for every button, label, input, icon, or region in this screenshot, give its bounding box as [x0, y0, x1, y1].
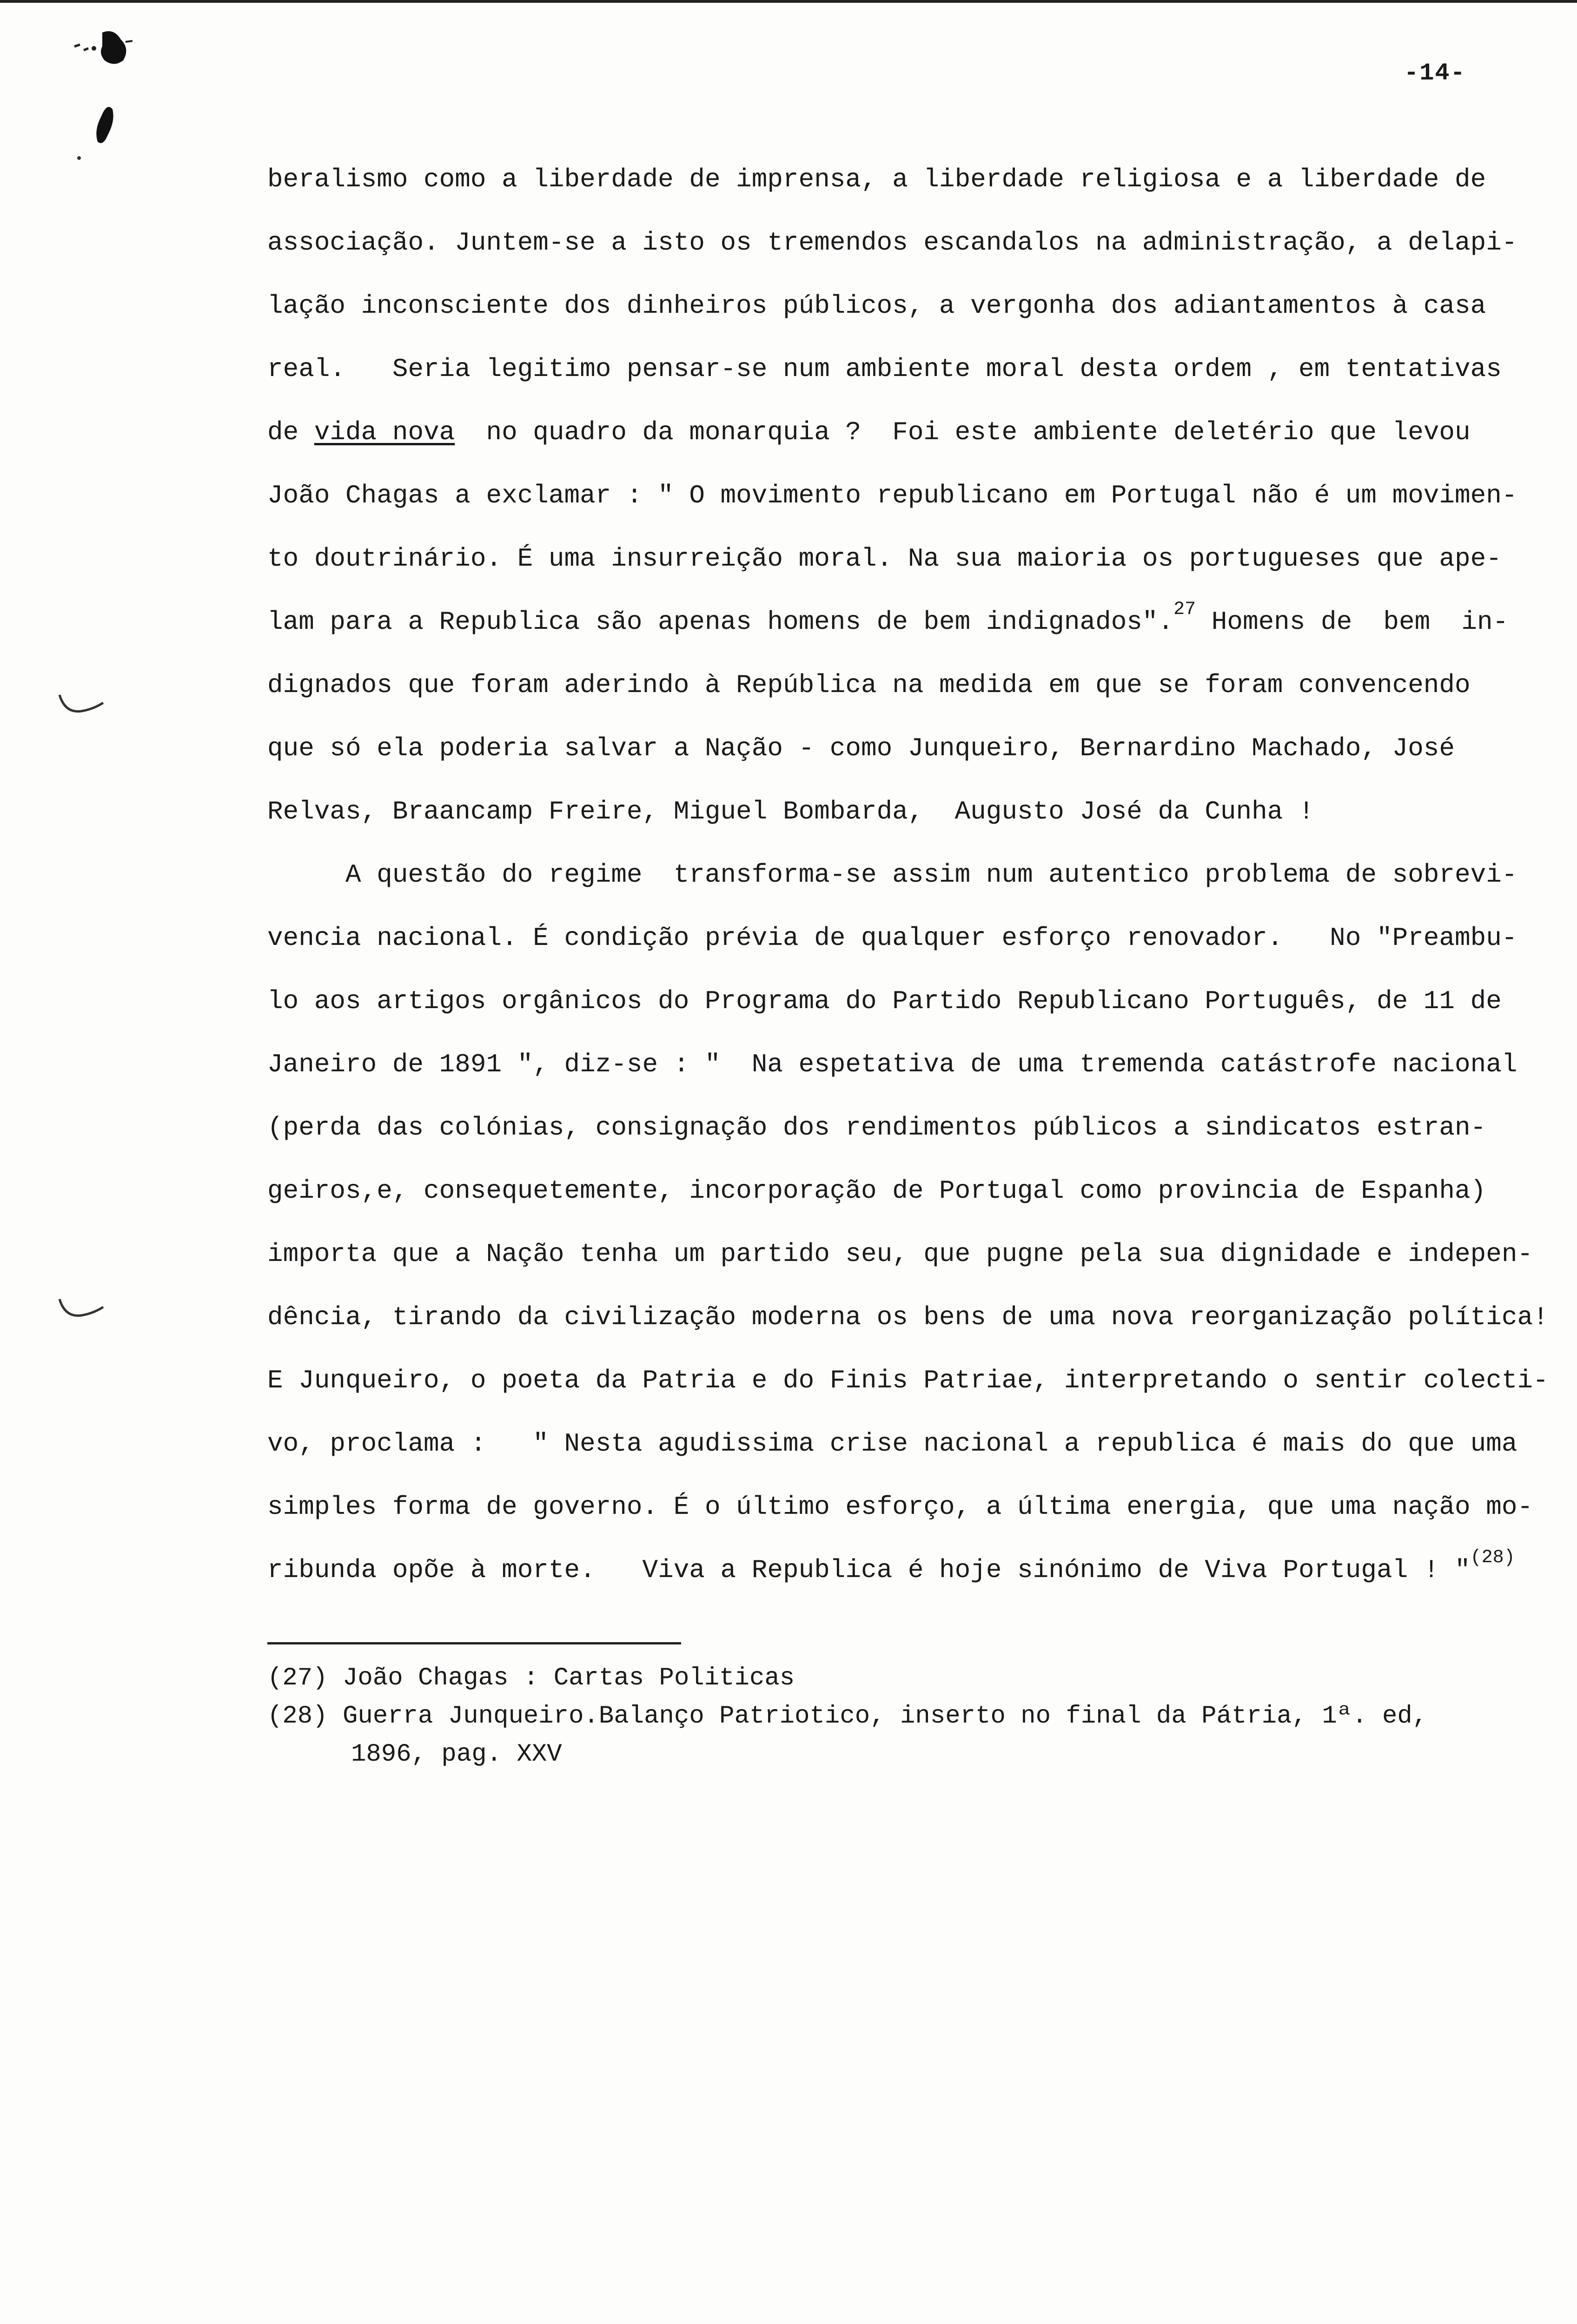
text-line-18: importa que a Nação tenha um partido seu, que pugne pela sua dignidade e indepen- [267, 1239, 1533, 1269]
text-line-7: to doutrinário. É uma insurreição moral. Na sua maioria os portugueses que ape- [267, 544, 1502, 574]
text-line-21: vo, proclama : " Nesta agudissima crise nacional a republica é mais do que uma [267, 1429, 1517, 1459]
text-line-17: geiros,e, consequetemente, incorporação de Portugal como provincia de Espanha) [267, 1176, 1486, 1206]
text-line-5-start: de [267, 417, 314, 447]
footnote-28: (28) Guerra Junqueiro.Balanço Patriotico, inserto no final da Pátria, 1ª. ed, [267, 1702, 1428, 1730]
top-edge-rule [0, 0, 1577, 3]
text-line-12: A questão do regime transforma-se assim num autentico problema de sobrevi- [267, 860, 1517, 890]
text-line-13: vencia nacional. É condição prévia de qualquer esforço renovador. No "Preambu- [267, 923, 1517, 953]
footnote-27: (27) João Chagas : Cartas Politicas [267, 1664, 795, 1692]
text-line-8-start: lam para a Republica são apenas homens de bem indignados". [267, 607, 1174, 637]
footnote-ref-27: 27 [1173, 599, 1196, 620]
text-line-23 [267, 1538, 1546, 1602]
text-line-5-rest: no quadro da monarquia ? Foi este ambiente deletério que levou [455, 417, 1471, 447]
margin-check-mark-2 [56, 1297, 107, 1325]
text-line-22: simples forma de governo. É o último esforço, a última energia, que uma nação mo- [267, 1492, 1533, 1522]
text-line-5 [267, 401, 1546, 464]
text-line-8 [267, 590, 1546, 654]
text-line-20: E Junqueiro, o poeta da Patria e do Finis Patriae, interpretando o sentir colecti- [267, 1366, 1549, 1395]
text-line-6: João Chagas a exclamar : " O movimento republicano em Portugal não é um movimen- [267, 481, 1517, 510]
text-line-3: lação inconsciente dos dinheiros públicos, a vergonha dos adiantamentos à casa [267, 291, 1486, 321]
margin-check-mark-1 [56, 693, 107, 720]
footnote-separator [267, 1642, 681, 1644]
text-line-23-start: ribunda opõe à morte. Viva a Republica é hoje sinónimo de Viva Portugal ! " [267, 1555, 1471, 1585]
footnote-ref-28: (28) [1470, 1547, 1515, 1568]
body-text [267, 148, 1549, 1602]
footnote-28-continued: 1896, pag. XXV [351, 1740, 562, 1769]
text-line-19: dência, tirando da civilização moderna os bens de uma nova reorganização política! [267, 1302, 1549, 1332]
text-line-9: dignados que foram aderindo à República na medida em que se foram convencendo [267, 670, 1471, 700]
underlined-phrase: vida nova [314, 417, 455, 447]
text-line-14: lo aos artigos orgânicos do Programa do Partido Republicano Português, de 11 de [267, 986, 1502, 1016]
text-line-10: que só ela poderia salvar a Nação - como Junqueiro, Bernardino Machado, José [267, 733, 1455, 763]
text-line-8-rest: Homens de bem in- [1196, 607, 1509, 637]
text-line-11: Relvas, Braancamp Freire, Miguel Bombarda, Augusto José da Cunha ! [267, 797, 1314, 826]
text-line-1: beralismo como a liberdade de imprensa, a liberdade religiosa e a liberdade de [267, 165, 1486, 194]
text-line-2: associação. Juntem-se a isto os tremendos escandalos na administração, a delapi- [267, 228, 1517, 257]
text-line-15: Janeiro de 1891 ", diz-se : " Na espetativa de uma tremenda catástrofe nacional [267, 1050, 1517, 1079]
text-line-16: (perda das colónias, consignação dos rendimentos públicos a sindicatos estran- [267, 1113, 1486, 1142]
text-line-4: real. Seria legitimo pensar-se num ambiente moral desta ordem , em tentativas [267, 354, 1502, 384]
page-number: -14- [1404, 59, 1466, 87]
footnotes [267, 1659, 1546, 1774]
ink-blot-mark [70, 28, 186, 167]
